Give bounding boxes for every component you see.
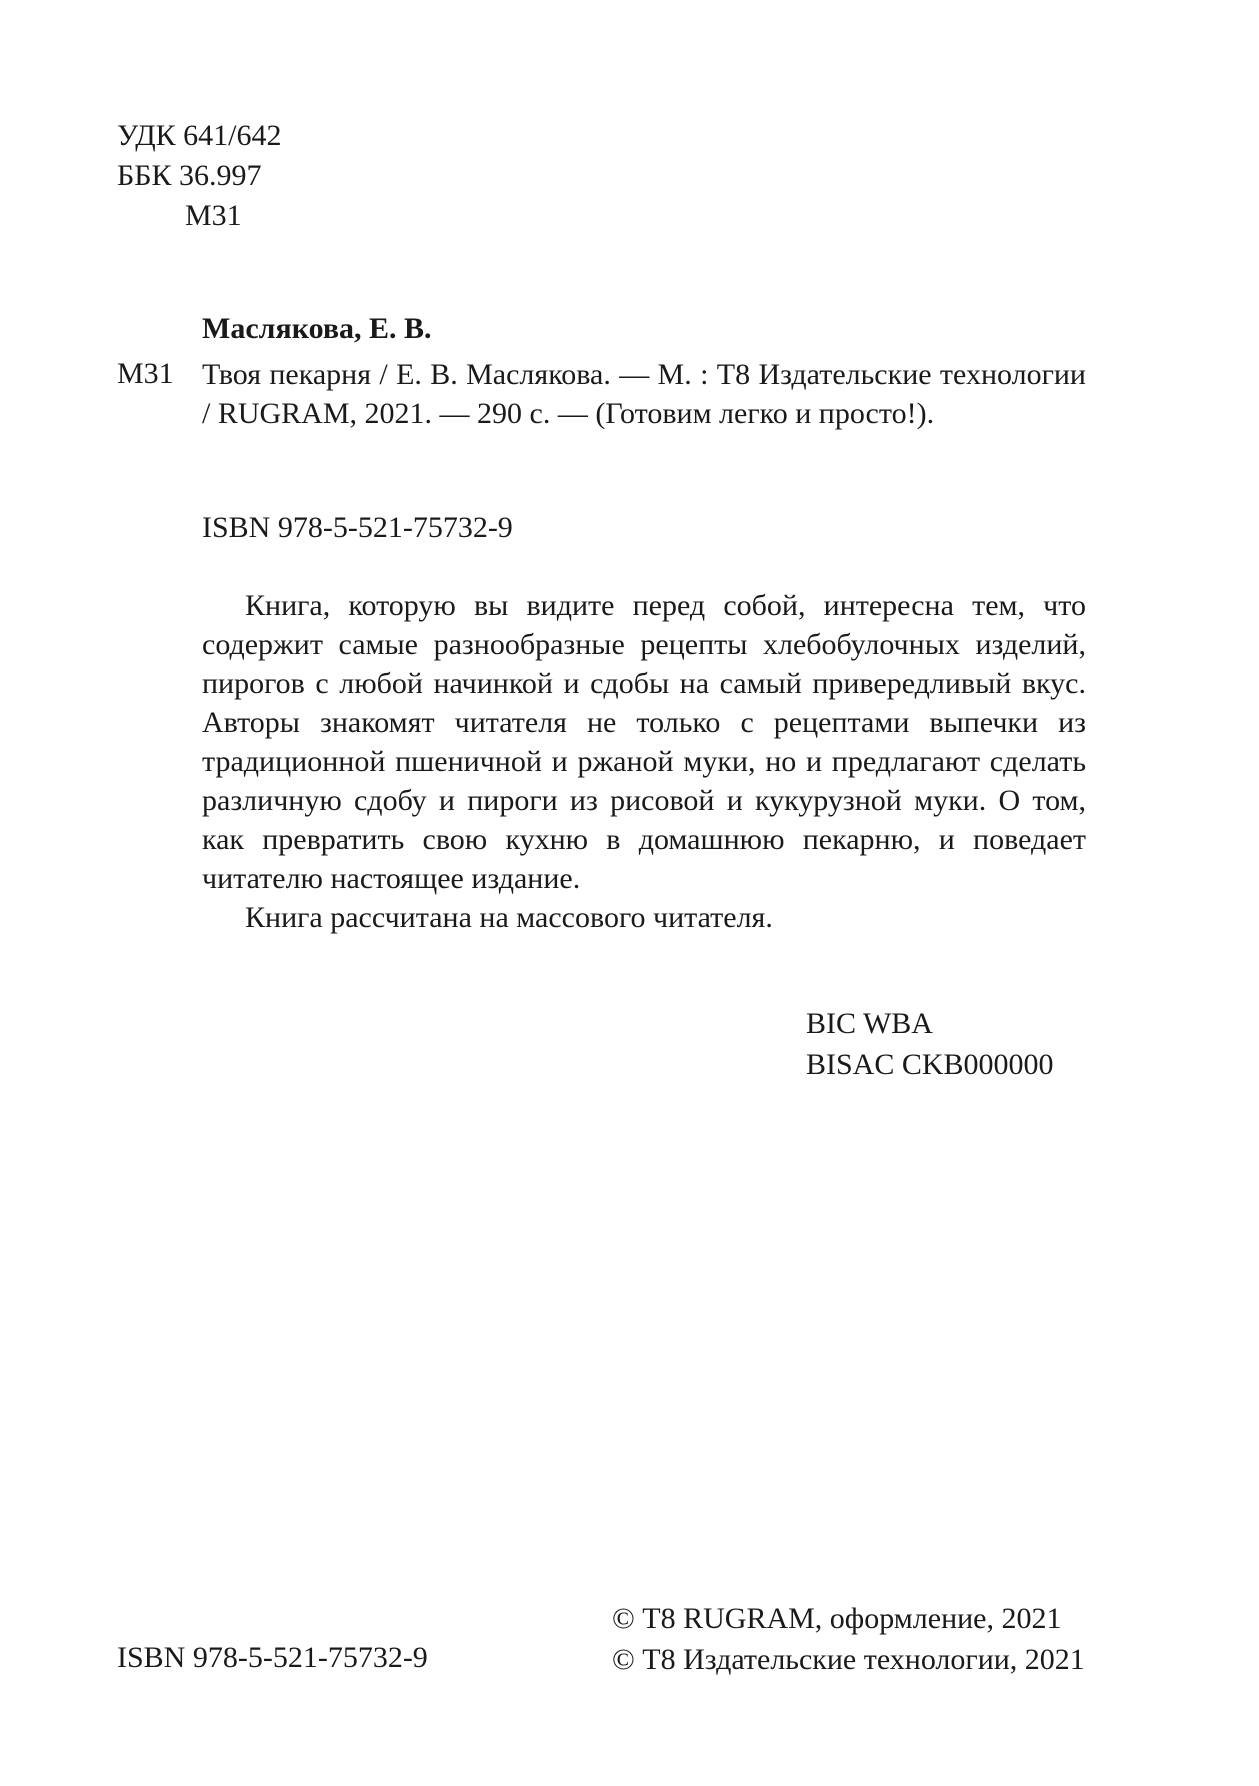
- author-heading: Маслякова, Е. В.: [202, 312, 432, 345]
- isbn-record: ISBN 978-5-521-75732-9: [202, 511, 513, 544]
- annotation-paragraph: Книга, которую вы видите перед собой, интересна тем, что содержит самые разнообразные рецепты хлебобулочных изделий, пирогов с любой начинкой и сдобы на самый привередливый вкус. Авторы знакомят читателя не только с рецептами выпечки из традиционной пшеничной и ржаной муки, но и предлагают сделать различную сдобу и пироги из рисовой и кукурузной муки. О том, как превратить свою кухню в домашнюю пекарню, и поведает читателю настоящее издание.: [202, 589, 1086, 895]
- copyright-block: [612, 1598, 1085, 1680]
- isbn-footer: ISBN 978-5-521-75732-9: [117, 1641, 428, 1674]
- annotation-block: [202, 586, 1086, 937]
- bisac-code: BISAC CKB000000: [806, 1048, 1054, 1081]
- classification-block: [117, 117, 282, 237]
- bic-code: BIC WBA: [806, 1007, 933, 1040]
- record-author-mark: М31: [117, 357, 174, 390]
- copyright-line: © Т8 Издательские технологии, 2021: [612, 1643, 1085, 1676]
- udk-code: УДК 641/642: [117, 119, 282, 152]
- bbk-code: ББК 36.997: [117, 159, 262, 192]
- copyright-line: © Т8 RUGRAM, оформление, 2021: [612, 1602, 1062, 1635]
- bibliographic-description: Твоя пекарня / Е. В. Маслякова. — М. : Т8 Издательские технологии / RUGRAM, 2021. — 290 с. — (Готовим легко и просто!).: [202, 358, 1086, 430]
- annotation-paragraph: Книга рассчитана на массового читателя.: [245, 901, 773, 934]
- subject-codes: [806, 1003, 1054, 1085]
- author-mark-code: М31: [185, 199, 242, 232]
